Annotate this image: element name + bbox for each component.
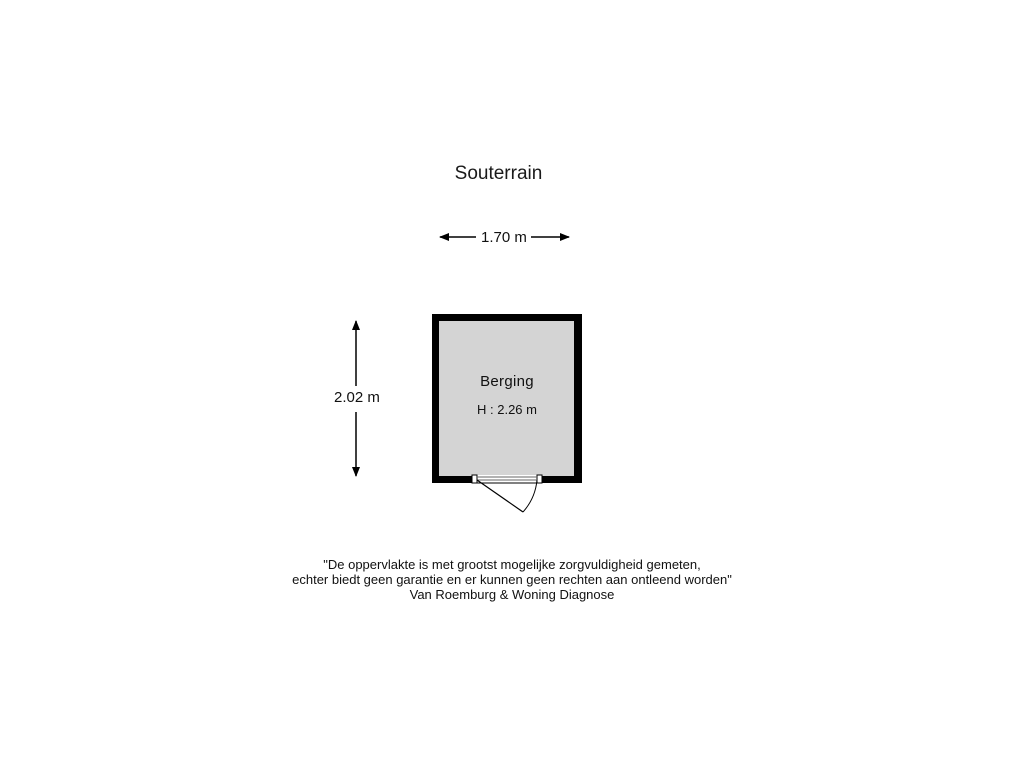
door-swing-arc bbox=[523, 480, 537, 512]
width-dimension-label: 1.70 m bbox=[478, 229, 530, 246]
height-dimension-label: 2.02 m bbox=[331, 389, 383, 406]
disclaimer-line-1: "De oppervlakte is met grootst mogelijke zorgvuldigheid gemeten, bbox=[323, 557, 701, 572]
disclaimer-line-2: echter biedt geen garantie en er kunnen geen rechten aan ontleend worden" bbox=[292, 572, 732, 587]
disclaimer bbox=[0, 557, 1024, 602]
room-ceiling-height: H : 2.26 m bbox=[477, 402, 537, 417]
disclaimer-line-3: Van Roemburg & Woning Diagnose bbox=[409, 587, 615, 602]
door bbox=[472, 475, 542, 512]
room-name: Berging bbox=[480, 373, 534, 390]
floor-title: Souterrain bbox=[454, 163, 543, 184]
room-floor bbox=[439, 321, 574, 476]
door-leaf bbox=[477, 480, 523, 512]
